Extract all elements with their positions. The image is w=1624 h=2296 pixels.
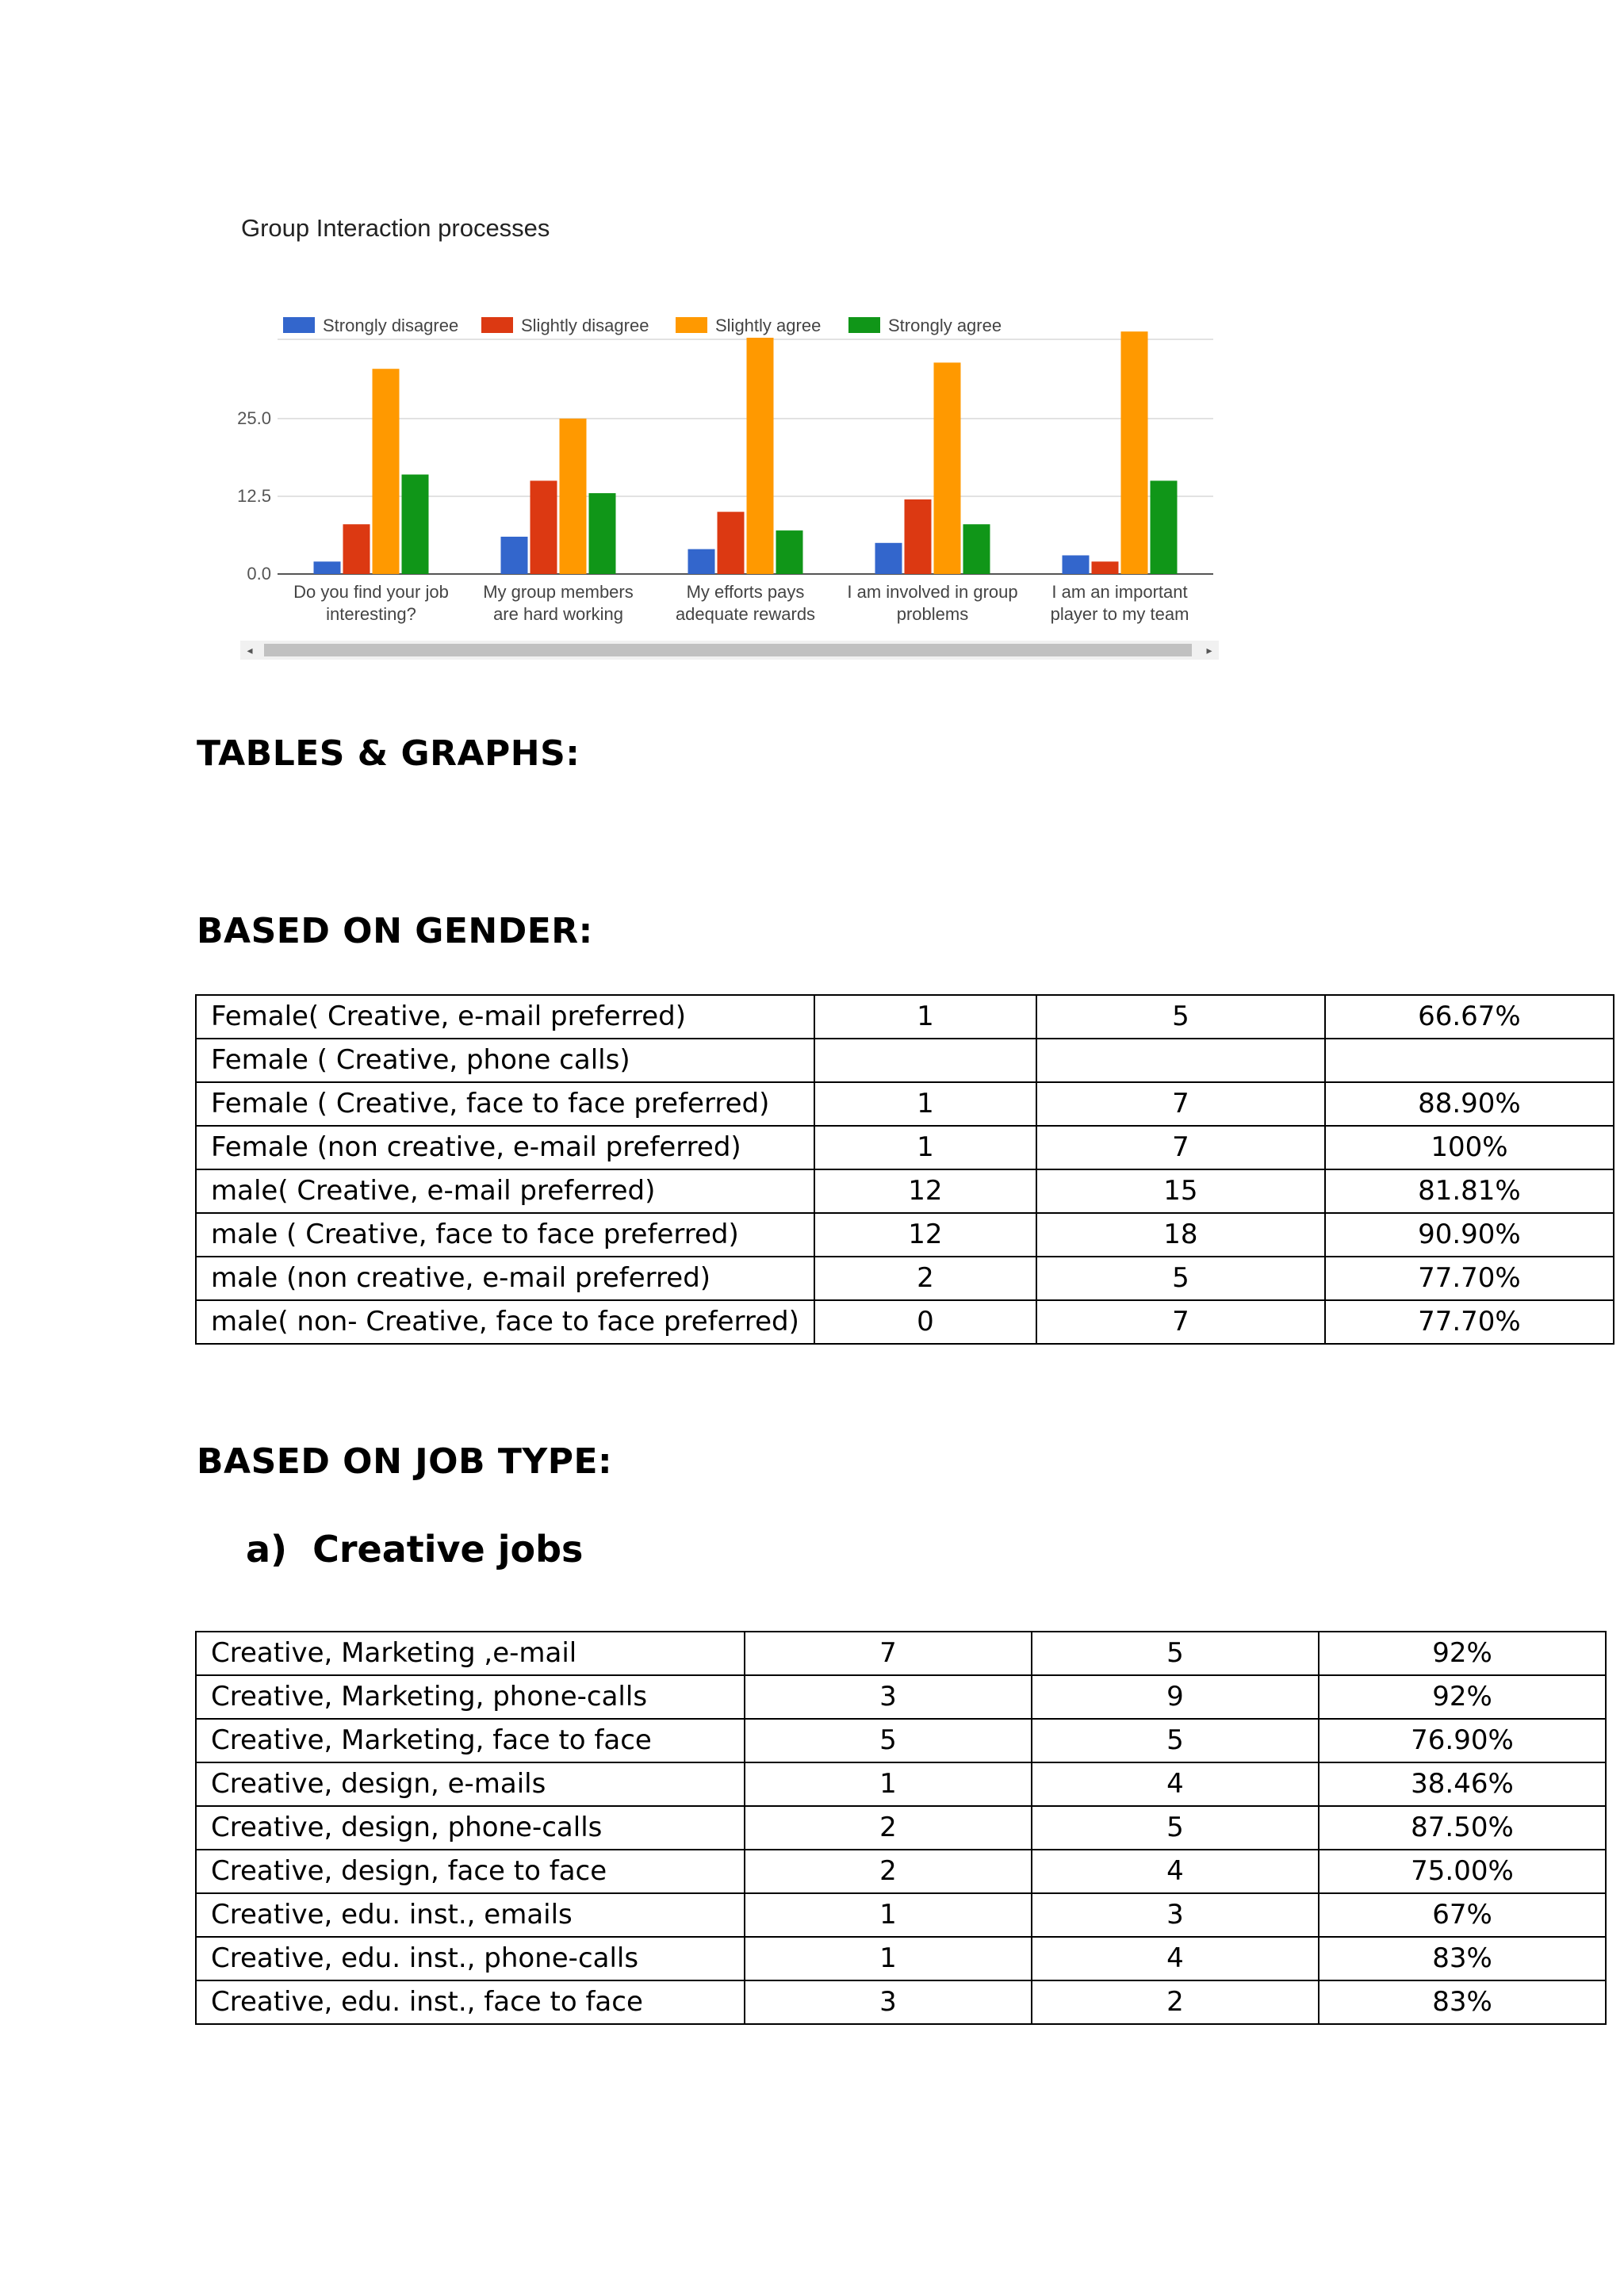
bar (343, 524, 370, 574)
value-cell: 1 (745, 1937, 1032, 1980)
value-cell: 4 (1032, 1762, 1319, 1806)
value-cell (1036, 1039, 1325, 1082)
value-cell: 5 (1036, 1257, 1325, 1300)
value-cell: 7 (1036, 1082, 1325, 1126)
value-cell: 77.70% (1325, 1300, 1614, 1344)
value-cell: 92% (1319, 1675, 1606, 1719)
value-cell: 77.70% (1325, 1257, 1614, 1300)
value-cell: 92% (1319, 1632, 1606, 1675)
value-cell: 12 (814, 1169, 1036, 1213)
row-label-cell: male( non- Creative, face to face preferred) (196, 1300, 814, 1344)
table-row (196, 1126, 1614, 1169)
value-cell: 1 (745, 1893, 1032, 1937)
value-cell: 3 (1032, 1893, 1319, 1937)
value-cell: 4 (1032, 1937, 1319, 1980)
value-cell: 87.50% (1319, 1806, 1606, 1850)
table-row (196, 1850, 1606, 1893)
row-label-cell: Creative, design, e-mails (196, 1762, 745, 1806)
row-label-cell: Creative, design, face to face (196, 1850, 745, 1893)
row-label-cell: Creative, edu. inst., emails (196, 1893, 745, 1937)
value-cell: 3 (745, 1980, 1032, 2024)
x-category-label: interesting? (326, 604, 416, 624)
legend-swatch (283, 317, 315, 333)
bar (1121, 331, 1148, 574)
value-cell: 83% (1319, 1937, 1606, 1980)
value-cell: 5 (1032, 1719, 1319, 1762)
y-tick-label: 25.0 (237, 408, 271, 428)
creative-jobs-table (195, 1631, 1607, 2025)
value-cell: 90.90% (1325, 1213, 1614, 1257)
table-row (196, 1082, 1614, 1126)
value-cell: 66.67% (1325, 995, 1614, 1039)
value-cell: 1 (745, 1762, 1032, 1806)
x-category-label: are hard working (493, 604, 623, 624)
chart-title: Group Interaction processes (241, 214, 550, 242)
x-category-label: My efforts pays (686, 582, 805, 602)
value-cell: 9 (1032, 1675, 1319, 1719)
value-cell: 75.00% (1319, 1850, 1606, 1893)
legend-swatch (481, 317, 513, 333)
row-label-cell: Female (non creative, e-mail preferred) (196, 1126, 814, 1169)
value-cell: 18 (1036, 1213, 1325, 1257)
bar (1092, 561, 1119, 574)
chart-scrollbar[interactable] (240, 641, 1219, 660)
x-category-label: Do you find your job (293, 582, 449, 602)
bar (747, 338, 774, 574)
table-row (196, 1632, 1606, 1675)
value-cell: 5 (1032, 1632, 1319, 1675)
row-label-cell: Creative, Marketing ,e-mail (196, 1632, 745, 1675)
table-row (196, 1300, 1614, 1344)
value-cell: 81.81% (1325, 1169, 1614, 1213)
value-cell: 100% (1325, 1126, 1614, 1169)
value-cell: 76.90% (1319, 1719, 1606, 1762)
y-tick-label: 12.5 (237, 485, 271, 506)
bar (589, 493, 616, 574)
row-label-cell: Female( Creative, e-mail preferred) (196, 995, 814, 1039)
x-category-label: I am involved in group (847, 582, 1018, 602)
value-cell (1325, 1039, 1614, 1082)
legend-swatch (848, 317, 880, 333)
row-label-cell: Female ( Creative, phone calls) (196, 1039, 814, 1082)
row-label-cell: Creative, design, phone-calls (196, 1806, 745, 1850)
row-label-cell: Creative, Marketing, face to face (196, 1719, 745, 1762)
row-label-cell: Creative, edu. inst., face to face (196, 1980, 745, 2024)
value-cell: 15 (1036, 1169, 1325, 1213)
value-cell: 3 (745, 1675, 1032, 1719)
value-cell: 12 (814, 1213, 1036, 1257)
legend-label: Slightly agree (715, 316, 822, 335)
scroll-left-icon[interactable]: ◂ (247, 644, 253, 656)
table-row (196, 1893, 1606, 1937)
table-row (196, 1169, 1614, 1213)
y-tick-label: 0.0 (247, 564, 271, 584)
value-cell: 1 (814, 1126, 1036, 1169)
legend-label: Strongly agree (888, 316, 1002, 335)
value-cell: 2 (745, 1806, 1032, 1850)
legend-label: Slightly disagree (521, 316, 649, 335)
row-label-cell: male( Creative, e-mail preferred) (196, 1169, 814, 1213)
bar (314, 561, 341, 574)
list-marker: a) (246, 1528, 288, 1571)
scrollbar-thumb[interactable] (264, 644, 1192, 656)
row-label-cell: Creative, edu. inst., phone-calls (196, 1937, 745, 1980)
value-cell: 2 (814, 1257, 1036, 1300)
bar (560, 419, 587, 574)
bar (776, 530, 803, 574)
table-row (196, 1213, 1614, 1257)
value-cell: 1 (814, 995, 1036, 1039)
table-row (196, 1719, 1606, 1762)
table-row (196, 1980, 1606, 2024)
row-label-cell: male ( Creative, face to face preferred) (196, 1213, 814, 1257)
value-cell: 38.46% (1319, 1762, 1606, 1806)
value-cell: 0 (814, 1300, 1036, 1344)
value-cell (814, 1039, 1036, 1082)
table-row (196, 995, 1614, 1039)
table-row (196, 1806, 1606, 1850)
bar (1151, 480, 1178, 574)
creative-jobs-heading (246, 1528, 583, 1571)
row-label-cell: Creative, Marketing, phone-calls (196, 1675, 745, 1719)
table-row (196, 1675, 1606, 1719)
value-cell: 5 (745, 1719, 1032, 1762)
value-cell: 2 (1032, 1980, 1319, 2024)
bar (688, 549, 715, 574)
creative-jobs-label: Creative jobs (312, 1528, 584, 1571)
group-interaction-chart (232, 202, 1220, 674)
tables-graphs-heading: TABLES & GRAPHS: (197, 733, 580, 774)
value-cell: 4 (1032, 1850, 1319, 1893)
value-cell: 2 (745, 1850, 1032, 1893)
value-cell: 5 (1036, 995, 1325, 1039)
value-cell: 5 (1032, 1806, 1319, 1850)
bar (934, 362, 961, 574)
bar (963, 524, 990, 574)
scroll-right-icon[interactable]: ▸ (1206, 644, 1212, 656)
bar (373, 369, 400, 574)
value-cell: 88.90% (1325, 1082, 1614, 1126)
x-category-label: player to my team (1050, 604, 1189, 624)
bar (718, 512, 745, 574)
table-row (196, 1762, 1606, 1806)
x-category-label: I am an important (1051, 582, 1188, 602)
value-cell: 7 (1036, 1126, 1325, 1169)
legend-swatch (676, 317, 707, 333)
row-label-cell: Female ( Creative, face to face preferred) (196, 1082, 814, 1126)
table-row (196, 1039, 1614, 1082)
bar (530, 480, 557, 574)
based-on-gender-heading: BASED ON GENDER: (197, 911, 593, 951)
based-on-job-type-heading: BASED ON JOB TYPE: (197, 1441, 613, 1482)
value-cell: 1 (814, 1082, 1036, 1126)
bar (501, 537, 528, 574)
value-cell: 83% (1319, 1980, 1606, 2024)
bar (1063, 555, 1090, 574)
value-cell: 7 (745, 1632, 1032, 1675)
row-label-cell: male (non creative, e-mail preferred) (196, 1257, 814, 1300)
value-cell: 7 (1036, 1300, 1325, 1344)
table-row (196, 1257, 1614, 1300)
x-category-label: My group members (483, 582, 634, 602)
bar (875, 543, 902, 574)
bar (905, 499, 932, 574)
chart-svg (232, 202, 1220, 646)
table-row (196, 1937, 1606, 1980)
legend-label: Strongly disagree (323, 316, 459, 335)
x-category-label: adequate rewards (675, 604, 816, 624)
value-cell: 67% (1319, 1893, 1606, 1937)
bar (402, 475, 429, 574)
x-category-label: problems (896, 604, 969, 624)
gender-table (195, 994, 1614, 1345)
